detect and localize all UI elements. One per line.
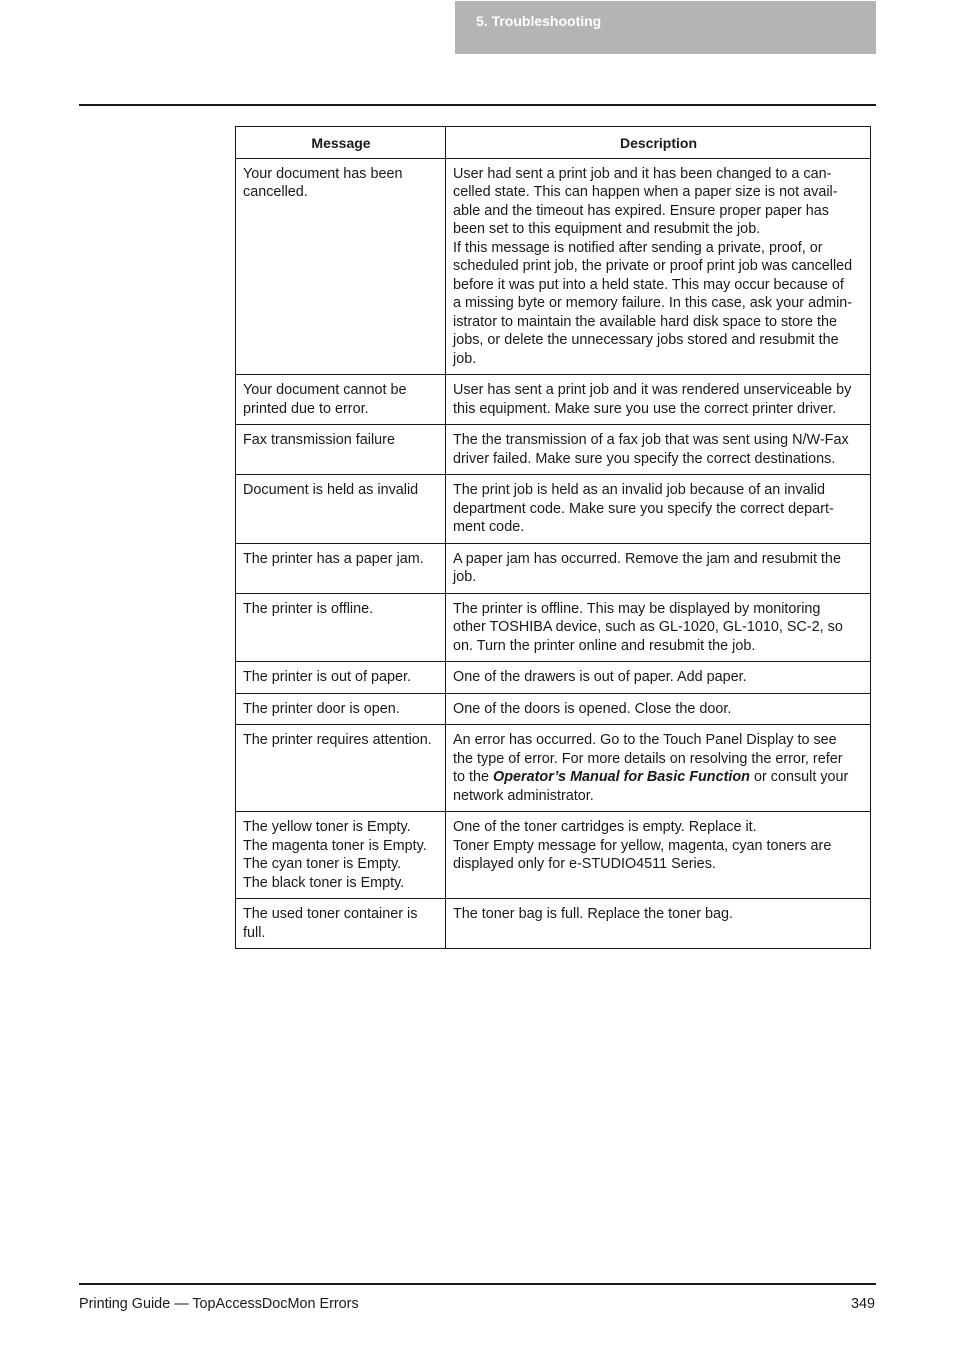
description-line: department code. Make sure you specify the correct depart- (453, 500, 834, 517)
footer-title: Printing Guide — TopAccessDocMon Errors (79, 1296, 359, 1312)
description-cell (446, 593, 871, 662)
message-cell (236, 812, 446, 899)
description-line: An error has occurred. Go to the Touch Panel Display to see (453, 732, 837, 748)
chapter-title: 5. Troubleshooting (476, 13, 602, 29)
description-line: User had sent a print job and it has been changed to a can- (453, 165, 832, 182)
description-line: network administrator. (453, 787, 594, 804)
message-line: The printer has a paper jam. (243, 550, 424, 567)
description-line: this equipment. Make sure you use the correct printer driver. (453, 400, 837, 417)
chapter-tab (455, 1, 876, 54)
description-line: The printer is offline. This may be displayed by monitoring (453, 600, 821, 617)
message-line: The yellow toner is Empty. (243, 819, 411, 835)
message-cell (236, 899, 446, 949)
footer-rule (79, 1283, 876, 1285)
page-number: 349 (850, 1296, 875, 1312)
message-line: The black toner is Empty. (243, 874, 405, 891)
description-line: Toner Empty message for yellow, magenta, cyan toners are (453, 837, 832, 854)
message-cell (236, 593, 446, 662)
description-line: been set to this equipment and resubmit the job. (453, 221, 761, 237)
description-cell (446, 425, 871, 475)
description-line: One of the toner cartridges is empty. Replace it. (453, 819, 757, 835)
description-line: User has sent a print job and it was rendered unserviceable by (453, 382, 852, 398)
description-line: before it was put into a held state. This may occur because of (453, 276, 844, 293)
description-cell (446, 662, 871, 694)
table-row (236, 158, 871, 375)
message-cell (236, 725, 446, 812)
table-row (236, 375, 871, 425)
message-line: cancelled. (243, 184, 308, 200)
description-line: istrator to maintain the available hard disk space to store the (453, 313, 837, 330)
description-line: scheduled print job, the private or proof print job was cancelled (453, 258, 853, 274)
description-line: ment code. (453, 519, 525, 535)
description-line (453, 768, 865, 787)
description-line: The print job is held as an invalid job because of an invalid (453, 482, 825, 498)
header-rule (79, 104, 876, 106)
column-header-message: Message (236, 127, 446, 159)
message-line: The cyan toner is Empty. (243, 856, 402, 872)
message-line: The magenta toner is Empty. (243, 837, 427, 854)
description-line: displayed only for e-STUDIO4511 Series. (453, 856, 716, 872)
description-line: driver failed. Make sure you specify the correct destinations. (453, 450, 836, 467)
description-cell (446, 543, 871, 593)
description-line: other TOSHIBA device, such as GL-1020, GL-1010, SC-2, so (453, 619, 843, 635)
description-cell (446, 158, 871, 375)
description-line: One of the drawers is out of paper. Add paper. (453, 669, 747, 685)
table-row (236, 812, 871, 899)
description-line: One of the doors is opened. Close the door. (453, 700, 732, 717)
message-cell (236, 543, 446, 593)
table-row (236, 593, 871, 662)
description-line: able and the timeout has expired. Ensure proper paper has (453, 202, 829, 219)
message-line: Fax transmission failure (243, 432, 395, 448)
message-line: printed due to error. (243, 400, 369, 417)
description-line: job. (453, 569, 477, 585)
description-line: A paper jam has occurred. Remove the jam and resubmit the (453, 550, 841, 567)
message-line: full. (243, 924, 266, 941)
table-row (236, 662, 871, 694)
description-cell (446, 693, 871, 725)
table-row (236, 475, 871, 544)
description-line: The the transmission of a fax job that was sent using N/W-Fax (453, 432, 849, 448)
manual-reference: Operator’s Manual for Basic Function (493, 769, 750, 785)
error-messages-table (235, 126, 871, 949)
description-line: job. (453, 350, 477, 367)
description-line: If this message is notified after sending a private, proof, or (453, 239, 823, 256)
description-line: the type of error. For more details on resolving the error, refer (453, 750, 843, 767)
message-cell (236, 662, 446, 694)
description-cell (446, 375, 871, 425)
message-cell (236, 425, 446, 475)
table-header-row (236, 127, 871, 159)
message-cell (236, 693, 446, 725)
description-text: or consult your (749, 769, 849, 785)
description-line: jobs, or delete the unnecessary jobs stored and resubmit the (453, 332, 839, 348)
table-row (236, 543, 871, 593)
description-line: The toner bag is full. Replace the toner bag. (453, 906, 733, 922)
message-line: The printer door is open. (243, 700, 400, 717)
description-line: celled state. This can happen when a paper size is not avail- (453, 184, 838, 200)
table-row (236, 899, 871, 949)
table-row (236, 693, 871, 725)
description-cell (446, 812, 871, 899)
description-cell (446, 725, 871, 812)
message-line: Your document has been (243, 165, 403, 182)
table-row (236, 725, 871, 812)
message-cell (236, 158, 446, 375)
description-cell (446, 475, 871, 544)
description-line: on. Turn the printer online and resubmit the job. (453, 637, 756, 654)
message-line: The printer requires attention. (243, 732, 432, 748)
message-line: The printer is out of paper. (243, 669, 411, 685)
column-header-description: Description (446, 127, 871, 159)
description-cell (446, 899, 871, 949)
table-row (236, 425, 871, 475)
message-line: The printer is offline. (243, 600, 374, 617)
message-line: Your document cannot be (243, 382, 407, 398)
description-line: a missing byte or memory failure. In this case, ask your admin- (453, 295, 853, 311)
message-line: The used toner container is (243, 906, 418, 922)
message-cell (236, 375, 446, 425)
message-line: Document is held as invalid (243, 482, 419, 498)
message-cell (236, 475, 446, 544)
description-text: to the (453, 769, 494, 785)
